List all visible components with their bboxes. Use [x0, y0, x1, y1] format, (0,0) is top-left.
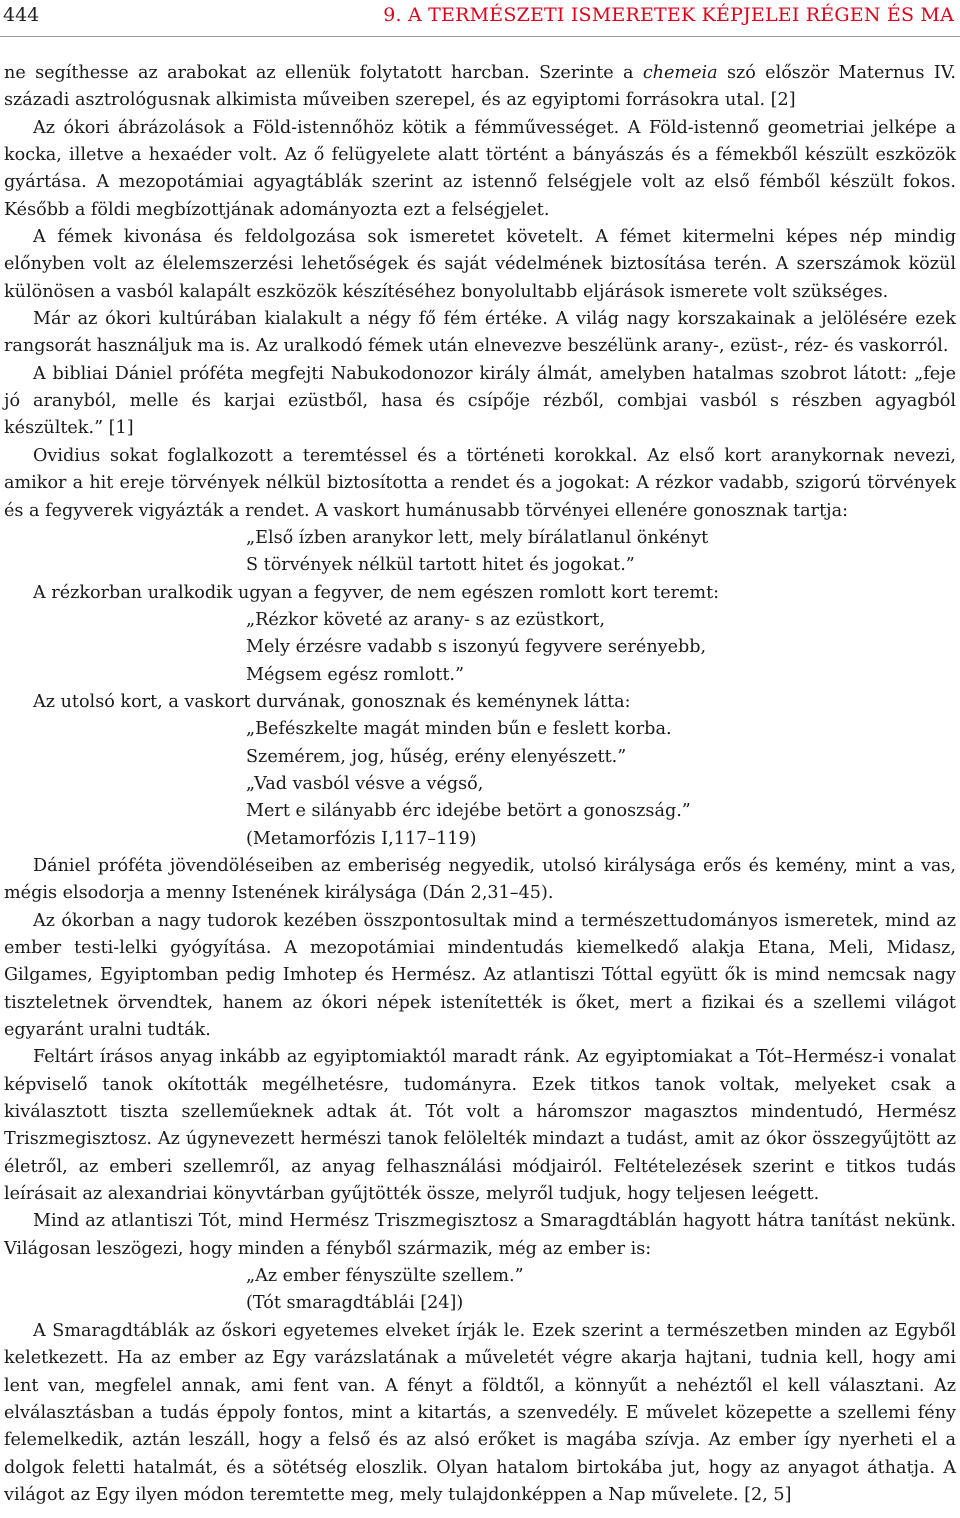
verse-citation: (Tót smaragdtáblái [24]) — [246, 1293, 464, 1314]
text-run: ne segíthesse az arabokat az ellenük folytatott harcban. Szerinte a — [4, 63, 643, 83]
paragraph: Feltárt írásos anyag inkább az egyiptomiaktól maradt ránk. Az egyiptomiakat a Tót–Hermész-i vonalat képviselő tanok okították megélhetésre, tudományra. Ezek titkos tanok voltak, melyeket csak a kiválasztott tiszta szelleműeknek adtak át. Tót volt a háromszor magasztos mindentudó, Hermész Triszmegisztosz. Az úgynevezett hermészi tanok felölelték mindazt a tudást, amit az ókor összegyűjtött az életről, az emberi szellemről, az anyag felhasználási módjairól. Feltételezések szerint e titkos tudás leírásait az alexandriai könyvtárban gyűjtötték össze, melyről tudjuk, hogy teljesen leégett. — [4, 1047, 956, 1205]
verse-line: Mely érzésre vadabb s iszonyú fegyvere serényebb, — [246, 637, 707, 658]
page-number: 444 — [3, 4, 40, 26]
paragraph: A bibliai Dániel próféta megfejti Nabukodonozor király álmát, amelyben hatalmas szobrot látott: „feje jó aranyból, melle és karjai ezüstből, hasa és csípője rézből, combjai vasból s részben agyagból készültek.” [1] — [4, 363, 956, 439]
paragraph: A rézkorban uralkodik ugyan a fegyver, de nem egészen romlott kort teremt: — [33, 582, 720, 603]
italic-term: chemeia — [642, 63, 718, 83]
verse-quote — [4, 716, 956, 853]
paragraph: A Smaragdtáblák az őskori egyetemes elveket írják le. Ezek szerint a természetben minden az Egyből keletkezett. Ha az ember az Egy varázslatának a műveletét végre akarja hajtani, tudnia kell, hogy ami lent van, megfelel annak, ami fent van. A fényt a földtől, a könnyűt a nehéztől el kell választani. Az elválasztásban a tudás éppoly fontos, mint a kitartás, a szenvedély. E művelet közepette a szellemi fény felemelkedik, aztán leszáll, hogy a felső és az alsó erőket is magába szívja. Az ember így nyerheti el a dolgok feletti hatalmát, és a sötétség eloszlik. Olyan hatalom birtokába jut, hogy az anyagot áthatja. A világot az Egy ilyen módon teremtette meg, mely tulajdonképpen a Nap művelete. [2, 5] — [4, 1320, 956, 1505]
paragraph: Az ókorban a nagy tudorok kezében összpontosultak mind a természettudományos ismeretek, mind az ember testi-lelki gyógyítása. A mezopotámiai mindentudás kiemelkedő alakja Etana, Meli, Midasz, Gilgames, Egyiptomban pedig Imhotep és Hermész. Az atlantiszi Tóttal együtt ők is mind nemcsak nagy tiszteletnek örvendtek, hanem az ókori népek istenítették is őket, mert a fizikai és a szellemi világot egyaránt uralni tudták. — [4, 910, 956, 1041]
verse-line: Mert e silányabb érc idejébe betört a gonoszság.” — [246, 801, 691, 822]
header-rule — [0, 36, 960, 37]
verse-line: S törvények nélkül tartott hitet és jogokat.” — [246, 555, 635, 576]
paragraph: Ovidius sokat foglalkozott a teremtéssel és a történeti korokkal. Az első kort aranykornak nevezi, amikor a hit ereje törvények nélkül biztosította a rendet és a jogokat: A rézkor vadabb, szigorú törvények és a fegyverek vigyázták a rendet. A vaskort humánusabb törvényei ellenére gonosznak tartja: — [4, 445, 956, 521]
verse-line: Mégsem egész romlott.” — [246, 664, 465, 685]
verse-line: „Rézkor követé az arany- s az ezüstkort, — [246, 609, 605, 630]
paragraph: Az ókori ábrázolások a Föld-istennőhöz kötik a fémművességet. A Föld-istennő geometriai jelképe a kocka, illetve a hexaéder volt. Az ő felügyelete alatt történt a bányászás és a fémekből készült eszközök gyártása. A mezopotámiai agyagtáblák szerint az istennő felségjele volt az első fémből készült fokos. Később a földi megbízottjának adományozta ezt a felségjelet. — [4, 117, 956, 220]
running-head: 9. A TERMÉSZETI ISMERETEK KÉPJELEI RÉGEN ÉS MA — [383, 4, 954, 26]
page-header — [0, 0, 960, 30]
page-body — [4, 60, 956, 1509]
verse-quote — [4, 1263, 956, 1318]
text-run: szó először Maternus IV. századi asztrológusnak alkimista műveiben szerepel, és az egyiptomi forrásokra utal. [2] — [4, 63, 957, 111]
verse-line: Szemérem, jog, hűség, erény elenyészett.” — [246, 746, 627, 767]
verse-line: „Befészkelte magát minden bűn e feslett korba. — [246, 719, 672, 740]
paragraph: A fémek kivonása és feldolgozása sok ismeretet követelt. A fémet kitermelni képes nép mindig előnyben volt az élelemszerzési lehetőségek és saját védelmének biztosítása terén. A szerszámok közül különösen a vasból kalapált eszközök készítéséhez bonyolultabb eljárások ismerete volt szükséges. — [4, 227, 956, 302]
paragraph-continuation — [4, 60, 956, 115]
paragraph: Az utolsó kort, a vaskort durvának, gonosznak és keménynek látta: — [33, 691, 631, 712]
paragraph: Már az ókori kultúrában kialakult a négy fő fém értéke. A világ nagy korszakainak a jelölésére ezek rangsorát használjuk ma is. Az uralkodó fémek után elnevezve beszélünk arany-, ezüst-, réz- és vaskorról. — [4, 309, 956, 357]
paragraph: Dániel próféta jövendöléseiben az emberiség negyedik, utolsó királysága erős és kemény, mint a vas, mégis elsodorja a menny Istenének királysága (Dán 2,31–45). — [4, 855, 956, 904]
paragraph: Mind az atlantiszi Tót, mind Hermész Triszmegisztosz a Smaragdtáblán hagyott hátra tanítást nekünk. Világosan leszögezi, hogy minden a fényből származik, még az ember is: — [4, 1211, 956, 1259]
verse-line: „Első ízben aranykor lett, mely bírálatlanul önkényt — [246, 527, 709, 548]
verse-line: „Az ember fényszülte szellem.” — [246, 1266, 524, 1287]
verse-line: „Vad vasból vésve a végső, — [246, 773, 484, 794]
verse-citation: (Metamorfózis I,117–119) — [246, 828, 477, 849]
verse-quote — [4, 607, 956, 689]
verse-quote — [4, 525, 956, 580]
